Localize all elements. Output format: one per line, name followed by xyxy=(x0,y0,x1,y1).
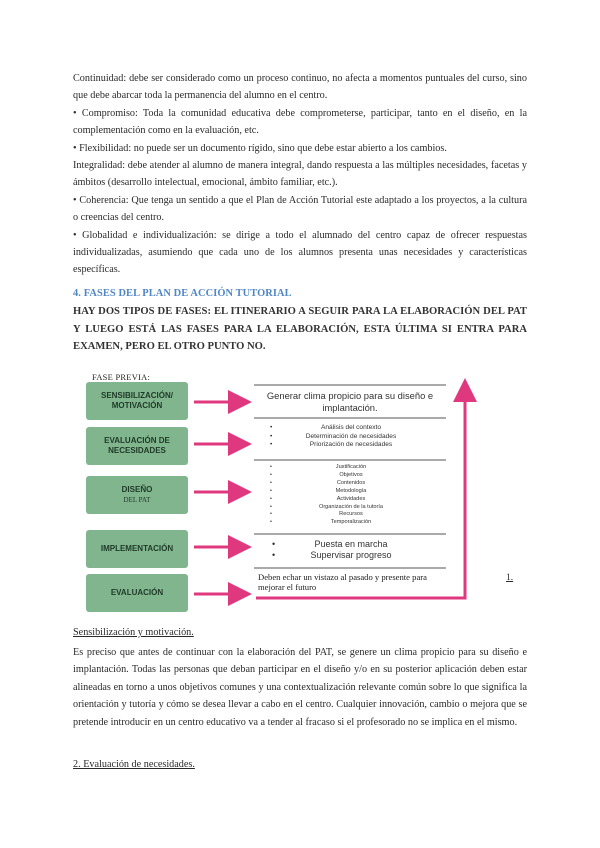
phase-box-sensibilizacion: SENSIBILIZACIÓN/ MOTIVACIÓN xyxy=(86,382,188,420)
section-note-line: HAY DOS TIPOS DE FASES: EL ITINERARIO A SEGUIR PARA LA ELABORACIÓN DEL PAT xyxy=(73,306,527,317)
phases-diagram xyxy=(80,372,540,612)
list-item-text: Justificación xyxy=(335,464,367,470)
bullet: • xyxy=(270,432,273,440)
list-item xyxy=(258,496,444,504)
section-note-line: Y LUEGO ESTÁ LAS FASES PARA LA ELABORACIÓN, ESTA ÚLTIMA SI ENTRA PARA xyxy=(73,323,527,335)
principle-globalidad: • Globalidad e individualización: se dirige a todo el alumnado del centro capaz de ofrecer respuestas individualizadas, asumiendo que cada uno de los alumnos presenta unas necesidades y características específicas. xyxy=(73,229,527,276)
phase-box-evaluacion-necesidades: EVALUACIÓN DE NECESIDADES xyxy=(86,427,188,465)
section-note xyxy=(73,303,527,356)
list-item-text: Metodología xyxy=(335,487,367,494)
bullet: • xyxy=(270,471,272,478)
bullet: • xyxy=(272,539,276,549)
list-item xyxy=(258,464,444,472)
list-item-text: Temporalización xyxy=(330,519,372,526)
bullet: • xyxy=(270,424,273,431)
bullet: • xyxy=(270,479,272,486)
list-item xyxy=(258,433,444,442)
fase-previa-label: FASE PREVIA: xyxy=(92,373,151,382)
list-item-text: Actividades xyxy=(336,495,366,502)
subsection-title: Sensibilización y motivación. xyxy=(73,627,194,638)
list-item-text: Recursos xyxy=(339,511,363,518)
list-item-text: Contenidos xyxy=(336,479,366,486)
list-item xyxy=(258,511,444,519)
list-item-text: Análisis del contexto xyxy=(320,424,382,431)
list-item xyxy=(258,539,444,550)
principle-continuidad: Continuidad: debe ser considerado como un proceso continuo, no afecta a momentos puntuales del curso, sino que debe abarcar toda la permanencia del alumno en el centro. xyxy=(73,73,527,102)
list-item xyxy=(258,472,444,480)
block-evaluacion-list xyxy=(258,424,444,450)
list-item-text: Priorización de necesidades xyxy=(309,441,393,449)
bullet: • xyxy=(270,441,273,449)
list-item xyxy=(258,519,444,527)
list-item-text: Determinación de necesidades xyxy=(305,432,397,440)
block-diseno-list xyxy=(258,464,444,527)
list-item xyxy=(258,550,444,561)
list-item-text: Supervisar progreso xyxy=(310,550,392,560)
bullet: • xyxy=(270,464,272,470)
phase-box-evaluacion: EVALUACIÓN xyxy=(86,574,188,612)
section-heading: 4. FASES DEL PLAN DE ACCIÓN TUTORIAL xyxy=(73,288,292,299)
next-section-title: 2. Evaluación de necesidades. xyxy=(73,759,195,770)
principle-integralidad: Integralidad: debe atender al alumno de manera integral, dando respuesta a las múltiples necesidades, facetas y ámbitos (desarrollo intelectual, emocional, ámbito familiar, etc.). xyxy=(73,160,527,189)
bullet: • xyxy=(270,503,272,510)
phase-label: DISEÑO xyxy=(121,485,153,494)
block-implementacion-list xyxy=(258,539,444,561)
principle-flexibilidad: • Flexibilidad: no puede ser un documento rígido, sino que debe estar abierto a los cambios. xyxy=(73,142,447,154)
principle-compromiso: • Compromiso: Toda la comunidad educativa debe comprometerse, participar, tanto en el diseño, en la complementación como en la evaluación, etc. xyxy=(73,107,527,137)
block-evaluacion-text: Deben echar un vistazo al pasado y presente para mejorar el futuro xyxy=(258,572,427,592)
section-note-line: EXAMEN, PERO EL OTRO PUNTO NO. xyxy=(73,341,266,353)
list-item xyxy=(258,424,444,433)
bullet: • xyxy=(270,511,272,518)
subsection-body: Es preciso que antes de continuar con la elaboración del PAT, se genere un clima propicio para su diseño e implantación. Todas las personas que deban participar en el diseño y/o en su posterior aplicación deben estar alineadas en torno a unos objetivos comunes y una contextualización relevante común sobre lo que significa la orientación y tutoría y cómo se desea llevar a cabo en el centro. Cualquier innovación, cambio o mejora que se pretende introducir en un centro educativo va a tender al fracaso si el profesorado no se implica en el mismo. xyxy=(73,647,527,728)
bullet: • xyxy=(270,487,272,494)
list-item xyxy=(258,441,444,450)
list-item xyxy=(258,488,444,496)
bullet: • xyxy=(272,550,276,560)
principles-list xyxy=(73,70,527,279)
phase-box-implementacion: IMPLEMENTACIÓN xyxy=(86,530,188,568)
bullet: • xyxy=(270,519,272,526)
principle-coherencia: • Coherencia: Que tenga un sentido a que el Plan de Acción Tutorial este adaptado a los proyectos, a la cultura o creencias del centro. xyxy=(73,194,527,224)
list-item xyxy=(258,504,444,512)
block-clima: Generar clima propicio para su diseño e implantación. xyxy=(266,390,434,413)
figure-number: 1. xyxy=(506,573,514,583)
list-item-text: Objetivos xyxy=(339,471,363,478)
list-item xyxy=(258,480,444,488)
list-item-text: Organización de la tutoría xyxy=(318,503,384,510)
phase-sublabel: DEL PAT xyxy=(123,496,151,504)
bullet: • xyxy=(270,495,272,502)
list-item-text: Puesta en marcha xyxy=(314,539,388,549)
